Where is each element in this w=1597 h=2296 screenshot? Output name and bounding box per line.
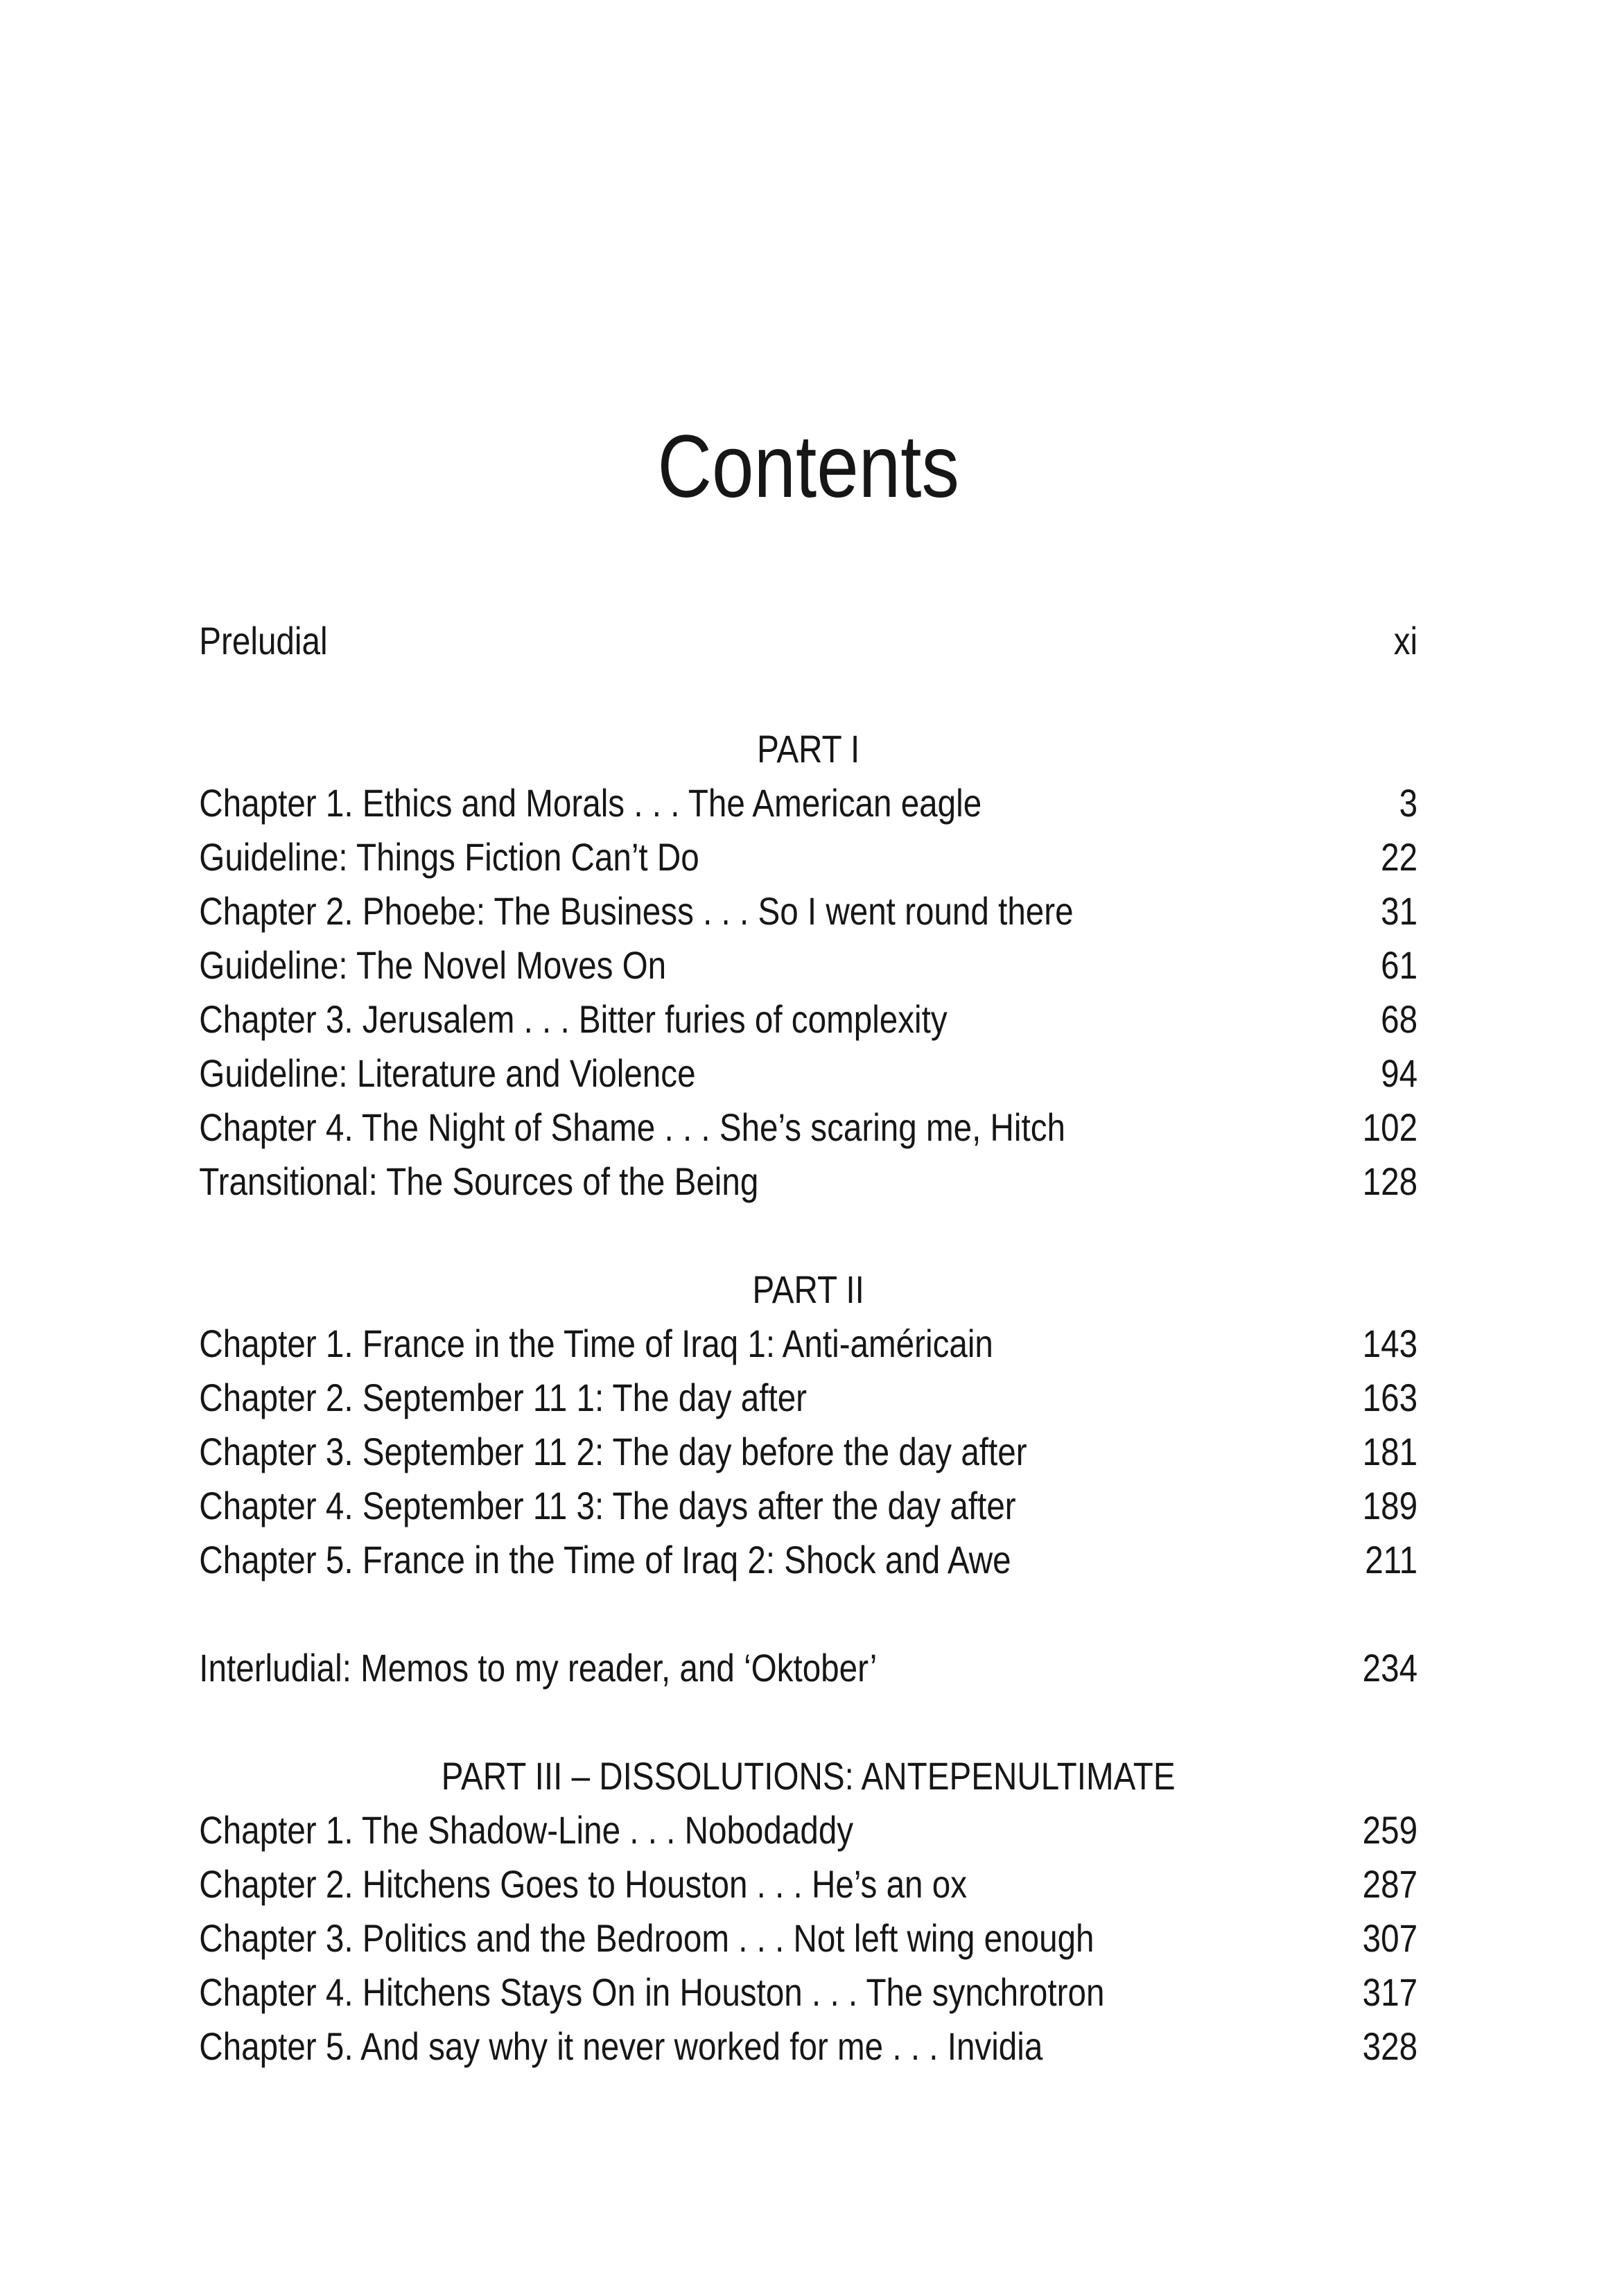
toc-entry xyxy=(199,1911,1417,1965)
toc-entry xyxy=(199,1533,1417,1587)
entry-label: Guideline: Literature and Violence xyxy=(199,1051,696,1095)
toc-entry xyxy=(199,776,1417,830)
entry-page-number: 307 xyxy=(1362,1916,1418,1960)
entry-page-number: 94 xyxy=(1381,1051,1418,1095)
entry-page-number: 189 xyxy=(1362,1484,1418,1527)
entry-label: Interludial: Memos to my reader, and ‘Oktober’ xyxy=(199,1646,878,1690)
entry-label: Guideline: The Novel Moves On xyxy=(199,943,667,987)
toc-entry xyxy=(199,1101,1417,1155)
toc-entry xyxy=(199,1317,1417,1371)
part-3-section xyxy=(199,1749,1417,2074)
toc-entry xyxy=(199,1425,1417,1479)
toc-entry xyxy=(199,884,1417,938)
entry-page-number: 68 xyxy=(1381,997,1418,1041)
entry-page-number: 143 xyxy=(1362,1322,1418,1365)
entry-label: Chapter 1. The Shadow-Line . . . Nobodaddy xyxy=(199,1808,854,1852)
entry-page-number: 328 xyxy=(1362,2024,1418,2068)
entry-label: Chapter 2. September 11 1: The day after xyxy=(199,1376,808,1419)
entry-label: Chapter 4. Hitchens Stays On in Houston . . . The synchrotron xyxy=(199,1970,1105,2014)
part-1-section xyxy=(199,722,1417,1209)
entry-page-number: 181 xyxy=(1362,1430,1418,1473)
entry-label: Chapter 4. September 11 3: The days after the day after xyxy=(199,1484,1016,1527)
toc-entry xyxy=(199,2019,1417,2074)
entry-page-number: 163 xyxy=(1362,1376,1418,1419)
part-2-heading: PART II xyxy=(752,1268,864,1311)
entry-page-number: 259 xyxy=(1362,1808,1418,1852)
entry-page-number: 128 xyxy=(1362,1159,1418,1203)
page-content xyxy=(0,414,1597,2074)
entry-label: Chapter 4. The Night of Shame . . . She’s scaring me, Hitch xyxy=(199,1105,1065,1149)
entry-page-number: 102 xyxy=(1362,1105,1418,1149)
entry-label: Chapter 3. Politics and the Bedroom . . . Not left wing enough xyxy=(199,1916,1094,1960)
toc-entry xyxy=(199,1479,1417,1533)
entry-label: Transitional: The Sources of the Being xyxy=(199,1159,759,1203)
toc-entry xyxy=(199,938,1417,992)
toc-entry xyxy=(199,1857,1417,1911)
toc-entry xyxy=(199,830,1417,884)
entry-label: Chapter 1. France in the Time of Iraq 1: Anti-américain xyxy=(199,1322,993,1365)
entry-page-number: 31 xyxy=(1381,889,1418,933)
toc-entry xyxy=(199,1965,1417,2019)
entry-page-number: 22 xyxy=(1381,835,1418,879)
toc-entry xyxy=(199,1803,1417,1857)
page-title: Contents xyxy=(657,417,959,516)
entry-label: Chapter 3. Jerusalem . . . Bitter furies of complexity xyxy=(199,997,948,1041)
toc-entry xyxy=(199,1046,1417,1101)
entry-label: Guideline: Things Fiction Can’t Do xyxy=(199,835,699,879)
entry-label: Chapter 5. France in the Time of Iraq 2: Shock and Awe xyxy=(199,1538,1011,1581)
part-1-heading: PART I xyxy=(757,727,860,771)
toc-entry xyxy=(199,1155,1417,1209)
part-2-section xyxy=(199,1263,1417,1587)
entry-label: Chapter 3. September 11 2: The day before the day after xyxy=(199,1430,1027,1473)
interlude-entry xyxy=(199,1641,1417,1695)
entry-page-number: 317 xyxy=(1362,1970,1418,2014)
entry-label: Chapter 2. Hitchens Goes to Houston . . . He’s an ox xyxy=(199,1862,968,1906)
toc-entry xyxy=(199,1371,1417,1425)
frontmatter-entry xyxy=(199,614,1417,668)
entry-page-number: 61 xyxy=(1381,943,1418,987)
part-3-heading: PART III – DISSOLUTIONS: ANTEPENULTIMATE xyxy=(441,1754,1176,1798)
toc-entry xyxy=(199,992,1417,1046)
entry-label: Preludial xyxy=(199,619,328,663)
entry-label: Chapter 1. Ethics and Morals . . . The American eagle xyxy=(199,781,982,825)
entry-label: Chapter 5. And say why it never worked for me . . . Invidia xyxy=(199,2024,1043,2068)
table-of-contents xyxy=(199,614,1417,2074)
entry-page-number: xi xyxy=(1393,619,1418,663)
entry-page-number: 234 xyxy=(1362,1646,1418,1690)
entry-page-number: 211 xyxy=(1365,1538,1418,1581)
entry-label: Chapter 2. Phoebe: The Business . . . So I went round there xyxy=(199,889,1074,933)
entry-page-number: 3 xyxy=(1399,781,1418,825)
entry-page-number: 287 xyxy=(1362,1862,1418,1906)
